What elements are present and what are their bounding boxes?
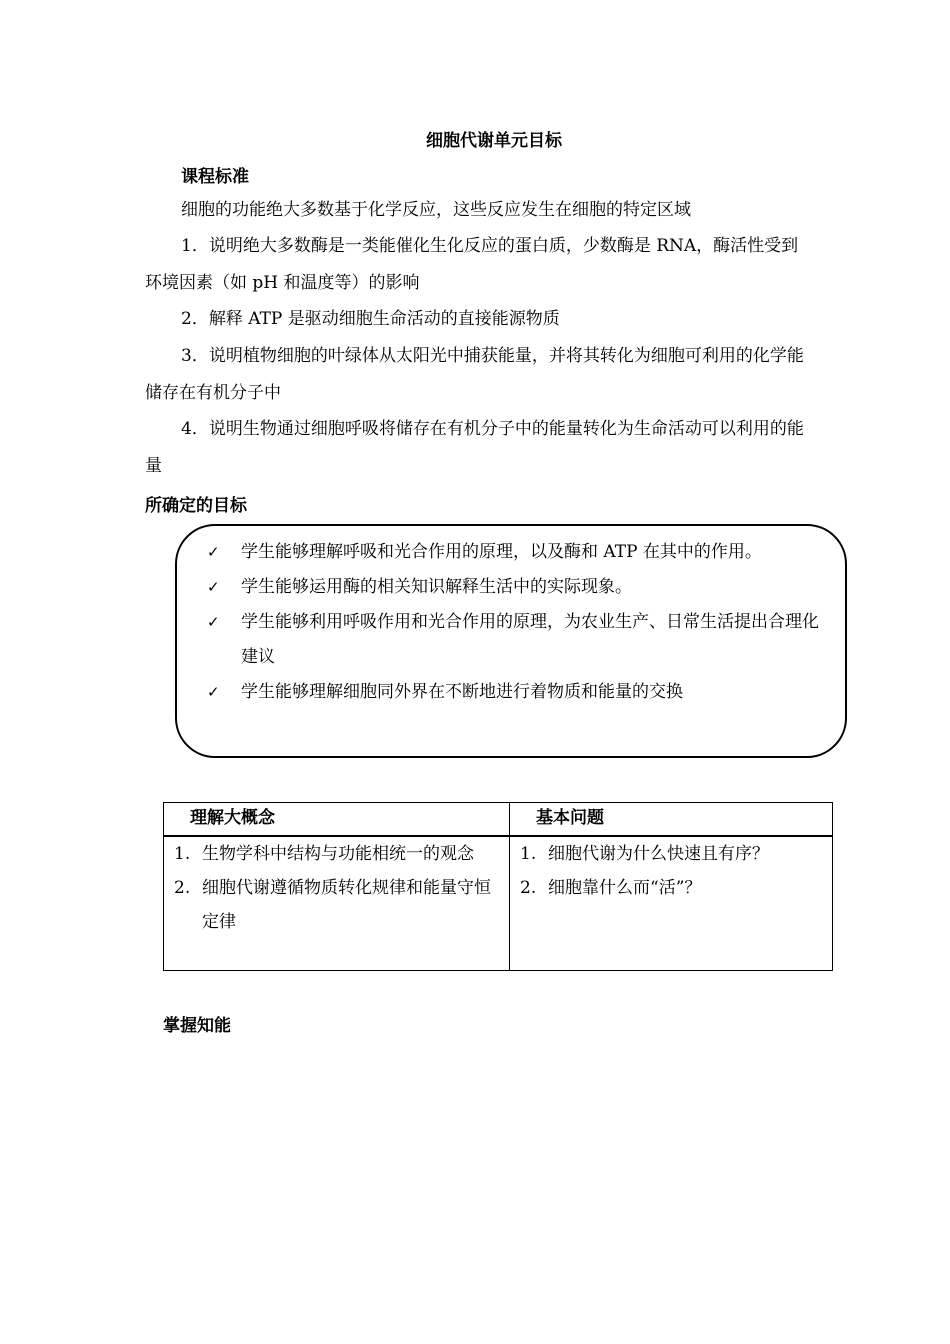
list-item: 1. 生物学科中结构与功能相统一的观念 [174,844,474,864]
goal-text: 学生能够利用呼吸作用和光合作用的原理，为农业生产、日常生活提出合理化建议 [241,612,819,667]
big-concepts-list [170,837,503,939]
check-icon: ✓ [207,578,220,596]
basic-questions-cell [510,836,833,971]
basic-questions-list [516,837,826,905]
goals-heading: 所确定的目标 [145,496,247,516]
table-header-basic-questions: 基本问题 [510,803,833,837]
goal-item [207,605,827,675]
list-item: 2. 细胞代谢遵循物质转化规律和能量守恒定律 [174,878,491,932]
curriculum-item-1: 1．说明绝大多数酶是一类能催化生化反应的蛋白质，少数酶是 RNA，酶活性受到环境因素（如 pH 和温度等）的影响 [145,236,799,293]
goals-list [207,535,827,710]
check-icon: ✓ [207,683,220,701]
goal-text: 学生能够运用酶的相关知识解释生活中的实际现象。 [241,577,632,597]
goal-item [207,535,827,570]
goal-item [207,570,827,605]
curriculum-item-4: 4．说明生物通过细胞呼吸将储存在有机分子中的能量转化为生命活动可以利用的能量 [145,419,804,476]
goal-text: 学生能够理解呼吸和光合作用的原理，以及酶和 ATP 在其中的作用。 [241,542,762,562]
curriculum-item-2: 2．解释 ATP 是驱动细胞生命活动的直接能源物质 [181,309,560,329]
curriculum-heading: 课程标准 [181,167,249,187]
big-concepts-cell [164,836,510,971]
concepts-table [163,802,833,971]
list-item: 1. 细胞代谢为什么快速且有序？ [520,844,769,864]
list-item: 2. 细胞靠什么而“活”？ [520,878,702,898]
goal-item [207,675,827,710]
check-icon: ✓ [207,613,220,631]
curriculum-intro: 细胞的功能绝大多数基于化学反应，这些反应发生在细胞的特定区域 [181,200,691,220]
check-icon: ✓ [207,543,220,561]
curriculum-item-3: 3．说明植物细胞的叶绿体从太阳光中捕获能量，并将其转化为细胞可利用的化学能储存在有机分子中 [145,346,804,403]
knowledge-heading: 掌握知能 [163,1016,231,1036]
table-header-big-concepts: 理解大概念 [164,803,510,837]
goal-text: 学生能够理解细胞同外界在不断地进行着物质和能量的交换 [241,682,683,702]
page-title: 细胞代谢单元目标 [426,131,562,151]
